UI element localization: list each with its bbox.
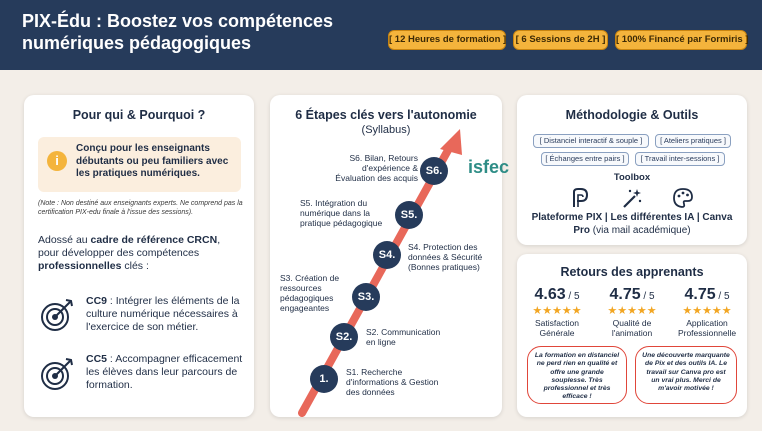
- intro-part: clés :: [121, 260, 149, 272]
- step-label-5: S5. Intégration du numérique dans la pratique pédagogique: [300, 198, 383, 228]
- step-badge-4: S4.: [373, 241, 401, 269]
- steps-title: 6 Étapes clés vers l'autonomie: [295, 108, 477, 122]
- step-label-4: S4. Protection des données & Sécurité (Bonnes pratiques): [408, 242, 483, 272]
- info-text: Conçu pour les enseignants débutants ou peu familiers avec les pratiques numériques.: [76, 143, 229, 179]
- star-rating: ★★★★★: [532, 305, 582, 317]
- score-application: [670, 286, 744, 304]
- header-bar: [0, 0, 762, 70]
- score-label: Qualité de l'animation: [611, 318, 653, 338]
- score-value: 4.75: [684, 286, 716, 303]
- score-animation: [595, 286, 669, 304]
- cc5-item: [86, 353, 246, 392]
- step-badge-5: S5.: [395, 201, 423, 229]
- isfec-logo: isfec: [468, 157, 510, 177]
- magic-wand-icon: [621, 187, 643, 209]
- tag-sessions: [ 6 Sessions de 2H ]: [513, 30, 608, 50]
- pill-ateliers: [ Ateliers pratiques ]: [655, 134, 731, 148]
- step-label-2: S2. Communication en ligne: [366, 327, 441, 347]
- pill-travail: [ Travail inter-sessions ]: [635, 152, 725, 166]
- cc9-code: CC9: [86, 295, 108, 307]
- score-label: Satisfaction Générale: [535, 318, 579, 338]
- method-title: Méthodologie & Outils: [565, 108, 699, 122]
- star-rating: ★★★★★: [682, 305, 732, 317]
- pill-echanges: [ Échanges entre pairs ]: [541, 152, 629, 166]
- page-title: PIX-Édu : Boostez vos compétences numériques pédagogiques: [22, 11, 334, 53]
- score-value: 4.75: [609, 286, 641, 303]
- crcn-intro: [38, 234, 243, 273]
- score-scale: / 5: [640, 291, 655, 302]
- step-label-3: S3. Création de ressources pédagogiques engageantes: [280, 273, 340, 313]
- step-badge-3: S3.: [352, 283, 380, 311]
- step-label-1: S1. Recherche d'informations & Gestion des données: [346, 367, 439, 397]
- tag-hours: [ 12 Heures de formation ]: [388, 30, 506, 50]
- score-label: Application Professionnelle: [677, 318, 737, 338]
- intro-bold: professionnelles: [38, 260, 122, 272]
- method-card: [517, 95, 747, 245]
- reviews-card: [517, 254, 747, 417]
- testimonial-bubble-2: Une découverte marquante de Pix et des outils IA. Le travail sur Canva pro est un vrai plus. Merci de m'avoir motivée !: [635, 346, 737, 404]
- reviews-title: Retours des apprenants: [560, 265, 704, 279]
- toolbox-label: Toolbox: [613, 172, 651, 183]
- info-icon: i: [47, 151, 67, 171]
- tag-funding: [ 100% Financé par Formiris ]: [615, 30, 747, 50]
- who-why-card: [24, 95, 254, 417]
- testimonial-bubble-1: La formation en distanciel ne perd rien en qualité et offre une grande souplesse. Très professionnel et très efficace !: [527, 346, 627, 404]
- intro-part: , pour développer des compétences: [38, 234, 221, 259]
- tools-text: [531, 212, 733, 237]
- score-scale: / 5: [565, 291, 580, 302]
- tools-bold: Plateforme PIX | Les différentes IA | Canva Pro: [531, 212, 733, 236]
- info-box: [38, 137, 241, 192]
- cc5-code: CC5: [86, 353, 108, 365]
- steps-card: [270, 95, 510, 417]
- steps-subtitle: (Syllabus): [361, 124, 411, 136]
- who-why-title: Pour qui & Pourquoi ?: [72, 108, 206, 122]
- cc9-item: [86, 295, 246, 334]
- intro-bold: cadre de référence CRCN: [90, 234, 218, 246]
- cc5-text: : Accompagner efficacement les élèves dans leur parcours de formation.: [86, 353, 243, 391]
- pill-distanciel: [ Distanciel interactif & souple ]: [533, 134, 649, 148]
- note-text: (Note : Non destiné aux enseignants experts. Ne comprend pas la certification PIX-edu finale à l'issue des sessions).: [38, 200, 243, 216]
- intro-part: Adossé au: [38, 234, 91, 246]
- step-label-6: S6. Bilan, Retours d'expérience & Évaluation des acquis: [335, 153, 418, 183]
- score-value: 4.63: [534, 286, 566, 303]
- score-scale: / 5: [715, 291, 730, 302]
- step-badge-1: 1.: [310, 365, 338, 393]
- palette-icon: [672, 187, 694, 209]
- tools-rest: (via mail académique): [590, 224, 691, 236]
- cc9-text: : Intégrer les éléments de la culture numérique nécessaires à l'exercice de son métier.: [86, 295, 240, 333]
- target-icon: [40, 298, 74, 332]
- target-icon: [40, 357, 74, 391]
- step-badge-6: S6.: [420, 157, 448, 185]
- star-rating: ★★★★★: [607, 305, 657, 317]
- step-badge-2: S2.: [330, 323, 358, 351]
- score-satisfaction: [520, 286, 594, 304]
- pix-icon: [568, 187, 590, 209]
